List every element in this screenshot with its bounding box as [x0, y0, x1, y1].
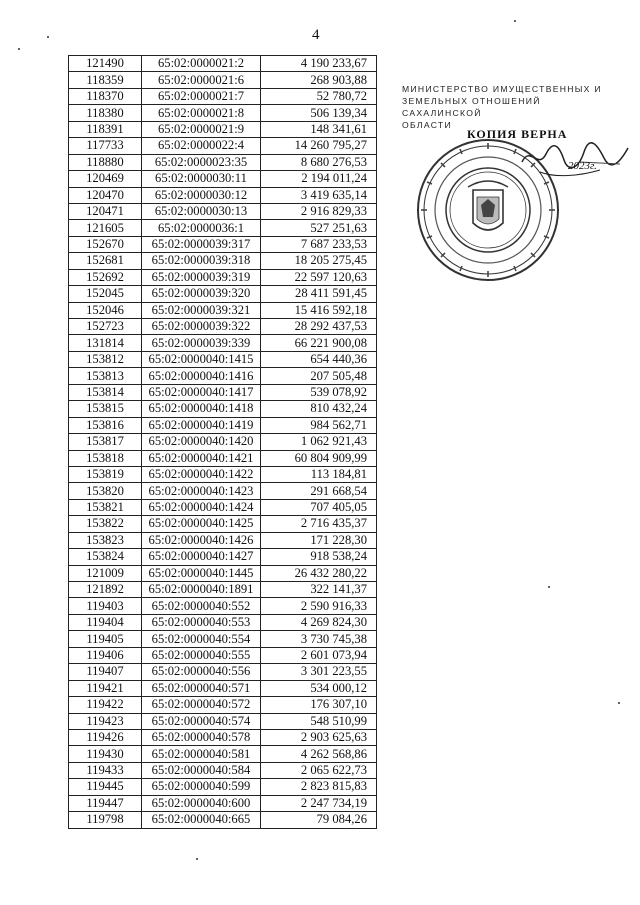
cadastral-number-cell: 65:02:0000040:1416: [142, 368, 261, 384]
value-cell: 984 562,71: [261, 417, 377, 433]
cadastral-number-cell: 65:02:0000040:1417: [142, 384, 261, 400]
table-row: [69, 351, 377, 367]
value-cell: 4 190 233,67: [261, 56, 377, 72]
registry-id-cell: 119430: [69, 746, 142, 762]
table-row: [69, 812, 377, 828]
value-cell: 1 062 921,43: [261, 434, 377, 450]
value-cell: 176 307,10: [261, 697, 377, 713]
value-cell: 28 411 591,45: [261, 286, 377, 302]
value-cell: 26 432 280,22: [261, 565, 377, 581]
table-row: [69, 154, 377, 170]
registry-id-cell: 121490: [69, 56, 142, 72]
table-row: [69, 401, 377, 417]
table-row: [69, 236, 377, 252]
table-row: [69, 450, 377, 466]
value-cell: 506 139,34: [261, 105, 377, 121]
cadastral-number-cell: 65:02:0000040:1426: [142, 532, 261, 548]
value-cell: 548 510,99: [261, 713, 377, 729]
table-row: [69, 762, 377, 778]
cadastral-number-cell: 65:02:0000022:4: [142, 138, 261, 154]
value-cell: 15 416 592,18: [261, 302, 377, 318]
table-row: [69, 614, 377, 630]
value-cell: 66 221 900,08: [261, 335, 377, 351]
registry-id-cell: 153818: [69, 450, 142, 466]
value-cell: 534 000,12: [261, 680, 377, 696]
cadastral-number-cell: 65:02:0000040:572: [142, 697, 261, 713]
registry-id-cell: 118380: [69, 105, 142, 121]
registry-id-cell: 153821: [69, 499, 142, 515]
table-row: [69, 647, 377, 663]
value-cell: 8 680 276,53: [261, 154, 377, 170]
table-row: [69, 746, 377, 762]
cadastral-number-cell: 65:02:0000040:578: [142, 729, 261, 745]
cadastral-number-cell: 65:02:0000039:318: [142, 253, 261, 269]
cadastral-number-cell: 65:02:0000040:584: [142, 762, 261, 778]
registry-table-body: [69, 56, 377, 829]
table-row: [69, 417, 377, 433]
cadastral-number-cell: 65:02:0000040:1424: [142, 499, 261, 515]
value-cell: 2 903 625,63: [261, 729, 377, 745]
table-row: [69, 368, 377, 384]
table-row: [69, 795, 377, 811]
registry-id-cell: 119798: [69, 812, 142, 828]
table-row: [69, 499, 377, 515]
cadastral-number-cell: 65:02:0000040:1445: [142, 565, 261, 581]
table-row: [69, 269, 377, 285]
registry-id-cell: 120471: [69, 203, 142, 219]
table-row: [69, 171, 377, 187]
registry-id-cell: 120470: [69, 187, 142, 203]
table-row: [69, 582, 377, 598]
cadastral-number-cell: 65:02:0000030:11: [142, 171, 261, 187]
table-row: [69, 631, 377, 647]
table-row: [69, 220, 377, 236]
cadastral-number-cell: 65:02:0000040:1423: [142, 483, 261, 499]
value-cell: 268 903,88: [261, 72, 377, 88]
cadastral-number-cell: 65:02:0000030:12: [142, 187, 261, 203]
value-cell: 918 538,24: [261, 549, 377, 565]
cadastral-number-cell: 65:02:0000039:321: [142, 302, 261, 318]
value-cell: 171 228,30: [261, 532, 377, 548]
table-row: [69, 88, 377, 104]
value-cell: 52 780,72: [261, 88, 377, 104]
table-row: [69, 203, 377, 219]
registry-id-cell: 119447: [69, 795, 142, 811]
cadastral-number-cell: 65:02:0000040:1418: [142, 401, 261, 417]
registry-id-cell: 119421: [69, 680, 142, 696]
registry-id-cell: 152681: [69, 253, 142, 269]
registry-id-cell: 153813: [69, 368, 142, 384]
scan-speck: [18, 48, 20, 50]
registry-id-cell: 153816: [69, 417, 142, 433]
scan-speck: [47, 36, 49, 38]
registry-id-cell: 118359: [69, 72, 142, 88]
scan-speck: [548, 586, 550, 588]
cadastral-number-cell: 65:02:0000040:552: [142, 598, 261, 614]
value-cell: 79 084,26: [261, 812, 377, 828]
value-cell: 60 804 909,99: [261, 450, 377, 466]
registry-id-cell: 153823: [69, 532, 142, 548]
registry-id-cell: 121605: [69, 220, 142, 236]
cadastral-number-cell: 65:02:0000040:556: [142, 664, 261, 680]
registry-id-cell: 119423: [69, 713, 142, 729]
value-cell: 2 916 829,33: [261, 203, 377, 219]
registry-id-cell: 119433: [69, 762, 142, 778]
registry-id-cell: 152046: [69, 302, 142, 318]
value-cell: 18 205 275,45: [261, 253, 377, 269]
cadastral-number-cell: 65:02:0000040:555: [142, 647, 261, 663]
registry-id-cell: 152692: [69, 269, 142, 285]
ministry-line: ОБЛАСТИ: [402, 120, 452, 130]
value-cell: 3 730 745,38: [261, 631, 377, 647]
cadastral-number-cell: 65:02:0000021:9: [142, 121, 261, 137]
copy-verified-label: КОПИЯ ВЕРНА: [467, 127, 568, 141]
table-row: [69, 532, 377, 548]
table-row: [69, 286, 377, 302]
registry-id-cell: 119405: [69, 631, 142, 647]
value-cell: 2 194 011,24: [261, 171, 377, 187]
value-cell: 113 184,81: [261, 466, 377, 482]
scan-speck: [514, 20, 516, 22]
value-cell: 2 065 622,73: [261, 762, 377, 778]
cadastral-number-cell: 65:02:0000021:8: [142, 105, 261, 121]
scan-speck: [618, 702, 620, 704]
cadastral-number-cell: 65:02:0000040:554: [142, 631, 261, 647]
cadastral-number-cell: 65:02:0000040:665: [142, 812, 261, 828]
registry-id-cell: 117733: [69, 138, 142, 154]
cadastral-number-cell: 65:02:0000040:1421: [142, 450, 261, 466]
table-row: [69, 319, 377, 335]
cadastral-number-cell: 65:02:0000040:1419: [142, 417, 261, 433]
value-cell: 22 597 120,63: [261, 269, 377, 285]
registry-id-cell: 153812: [69, 351, 142, 367]
cadastral-number-cell: 65:02:0000036:1: [142, 220, 261, 236]
registry-id-cell: 153817: [69, 434, 142, 450]
stamp-date: 2023г.: [568, 160, 597, 172]
registry-id-cell: 119406: [69, 647, 142, 663]
cadastral-number-cell: 65:02:0000039:320: [142, 286, 261, 302]
table-row: [69, 598, 377, 614]
table-row: [69, 138, 377, 154]
cadastral-number-cell: 65:02:0000039:322: [142, 319, 261, 335]
table-row: [69, 549, 377, 565]
table-row: [69, 105, 377, 121]
value-cell: 28 292 437,53: [261, 319, 377, 335]
scan-speck: [196, 858, 198, 860]
value-cell: 3 419 635,14: [261, 187, 377, 203]
value-cell: 3 301 223,55: [261, 664, 377, 680]
cadastral-number-cell: 65:02:0000040:1427: [142, 549, 261, 565]
registry-id-cell: 118880: [69, 154, 142, 170]
value-cell: 2 247 734,19: [261, 795, 377, 811]
cadastral-number-cell: 65:02:0000021:6: [142, 72, 261, 88]
registry-id-cell: 153822: [69, 516, 142, 532]
cadastral-number-cell: 65:02:0000039:339: [142, 335, 261, 351]
cadastral-number-cell: 65:02:0000040:1891: [142, 582, 261, 598]
cadastral-number-cell: 65:02:0000023:35: [142, 154, 261, 170]
value-cell: 654 440,36: [261, 351, 377, 367]
value-cell: 810 432,24: [261, 401, 377, 417]
value-cell: 207 505,48: [261, 368, 377, 384]
registry-id-cell: 153820: [69, 483, 142, 499]
cadastral-number-cell: 65:02:0000021:7: [142, 88, 261, 104]
table-row: [69, 302, 377, 318]
registry-id-cell: 153815: [69, 401, 142, 417]
table-row: [69, 729, 377, 745]
cadastral-number-cell: 65:02:0000040:600: [142, 795, 261, 811]
value-cell: 4 269 824,30: [261, 614, 377, 630]
cadastral-number-cell: 65:02:0000039:319: [142, 269, 261, 285]
value-cell: 707 405,05: [261, 499, 377, 515]
value-cell: 539 078,92: [261, 384, 377, 400]
cadastral-number-cell: 65:02:0000040:581: [142, 746, 261, 762]
cadastral-number-cell: 65:02:0000021:2: [142, 56, 261, 72]
ministry-line: ЗЕМЕЛЬНЫХ ОТНОШЕНИЙ САХАЛИНСКОЙ: [402, 96, 541, 118]
value-cell: 2 823 815,83: [261, 779, 377, 795]
value-cell: 322 141,37: [261, 582, 377, 598]
cadastral-number-cell: 65:02:0000040:599: [142, 779, 261, 795]
value-cell: 2 601 073,94: [261, 647, 377, 663]
cadastral-number-cell: 65:02:0000040:1415: [142, 351, 261, 367]
table-row: [69, 384, 377, 400]
table-row: [69, 434, 377, 450]
table-row: [69, 565, 377, 581]
registry-id-cell: 121892: [69, 582, 142, 598]
cadastral-number-cell: 65:02:0000040:1425: [142, 516, 261, 532]
registry-id-cell: 119407: [69, 664, 142, 680]
ministry-line: МИНИСТЕРСТВО ИМУЩЕСТВЕННЫХ И: [402, 84, 602, 94]
cadastral-number-cell: 65:02:0000040:1422: [142, 466, 261, 482]
table-row: [69, 483, 377, 499]
registry-id-cell: 131814: [69, 335, 142, 351]
cadastral-number-cell: 65:02:0000040:574: [142, 713, 261, 729]
cadastral-number-cell: 65:02:0000030:13: [142, 203, 261, 219]
table-row: [69, 121, 377, 137]
value-cell: 14 260 795,27: [261, 138, 377, 154]
registry-table: [68, 55, 377, 829]
table-row: [69, 466, 377, 482]
registry-id-cell: 119426: [69, 729, 142, 745]
table-row: [69, 335, 377, 351]
registry-id-cell: 121009: [69, 565, 142, 581]
cadastral-number-cell: 65:02:0000039:317: [142, 236, 261, 252]
value-cell: 2 590 916,33: [261, 598, 377, 614]
table-row: [69, 56, 377, 72]
table-row: [69, 713, 377, 729]
table-row: [69, 779, 377, 795]
registry-id-cell: 119422: [69, 697, 142, 713]
registry-id-cell: 118370: [69, 88, 142, 104]
page-number: 4: [312, 27, 320, 43]
registry-id-cell: 152723: [69, 319, 142, 335]
table-row: [69, 72, 377, 88]
registry-id-cell: 152670: [69, 236, 142, 252]
table-row: [69, 187, 377, 203]
ministry-stamp-text: [402, 83, 612, 131]
value-cell: 2 716 435,37: [261, 516, 377, 532]
value-cell: 291 668,54: [261, 483, 377, 499]
table-row: [69, 680, 377, 696]
registry-id-cell: 119404: [69, 614, 142, 630]
registry-id-cell: 118391: [69, 121, 142, 137]
registry-id-cell: 152045: [69, 286, 142, 302]
table-row: [69, 516, 377, 532]
cadastral-number-cell: 65:02:0000040:1420: [142, 434, 261, 450]
value-cell: 148 341,61: [261, 121, 377, 137]
table-row: [69, 253, 377, 269]
value-cell: 7 687 233,53: [261, 236, 377, 252]
registry-id-cell: 153814: [69, 384, 142, 400]
registry-id-cell: 119445: [69, 779, 142, 795]
registry-id-cell: 119403: [69, 598, 142, 614]
value-cell: 4 262 568,86: [261, 746, 377, 762]
value-cell: 527 251,63: [261, 220, 377, 236]
table-row: [69, 697, 377, 713]
cadastral-number-cell: 65:02:0000040:553: [142, 614, 261, 630]
registry-id-cell: 120469: [69, 171, 142, 187]
registry-id-cell: 153824: [69, 549, 142, 565]
table-row: [69, 664, 377, 680]
registry-id-cell: 153819: [69, 466, 142, 482]
cadastral-number-cell: 65:02:0000040:571: [142, 680, 261, 696]
